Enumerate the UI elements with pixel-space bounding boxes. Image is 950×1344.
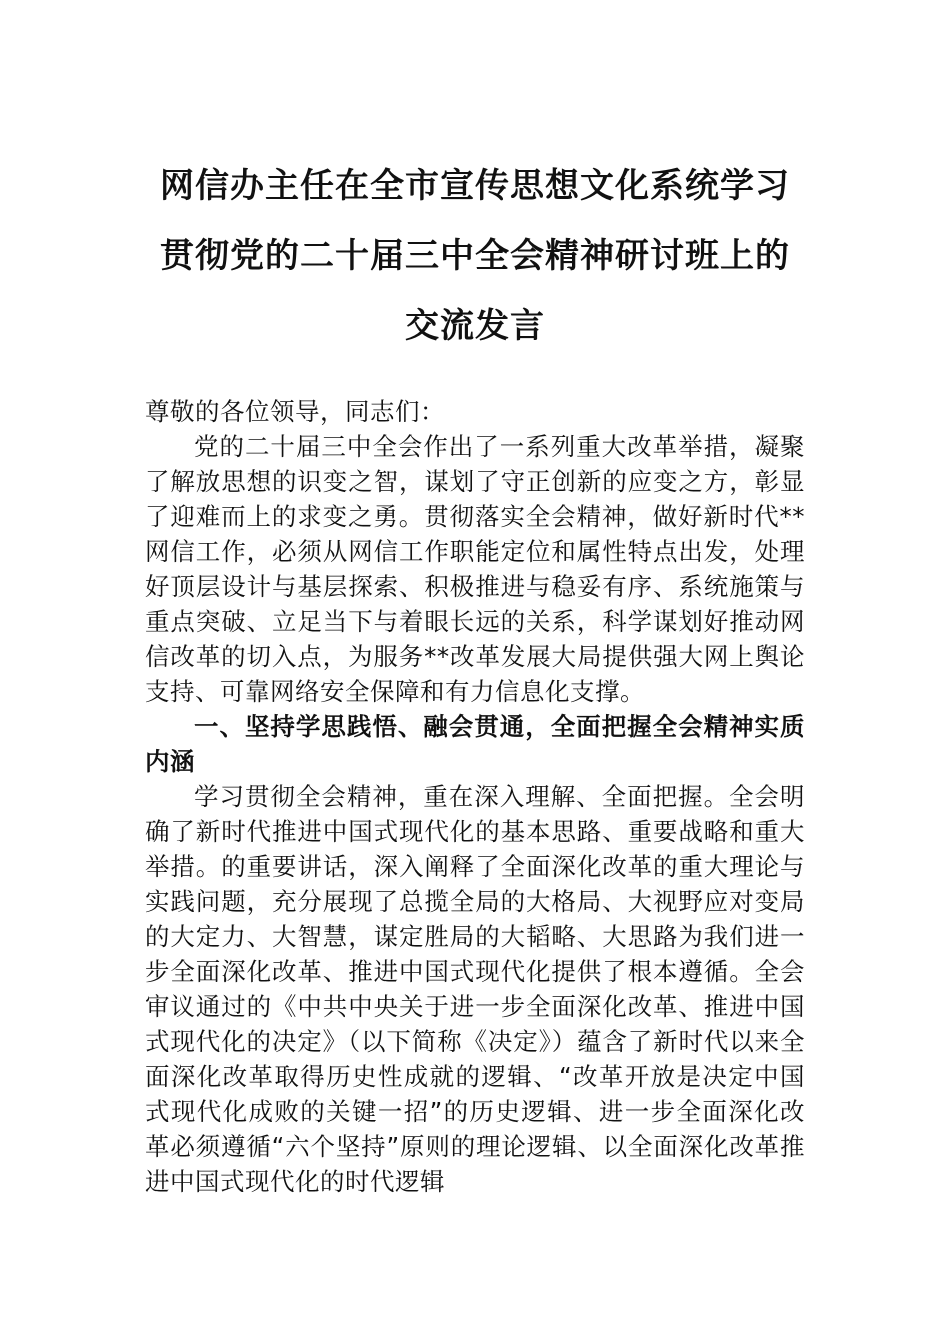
document-body	[145, 394, 805, 1199]
title-line-2: 贯彻党的二十届三中全会精神研讨班上的	[160, 236, 790, 276]
section-heading-1: 一、坚持学思践悟、融会贯通，全面把握全会精神实质内涵	[145, 712, 805, 776]
paragraph-section-1: 学习贯彻全会精神，重在深入理解、全面把握。全会明确了新时代推进中国式现代化的基本思路、重要战略和重大举措。的重要讲话，深入阐释了全面深化改革的重大理论与实践问题，充分展现了总揽全局的大格局、大视野应对变局的大定力、大智慧，谋定胜局的大韬略、大思路为我们进一步全面深化改革、推进中国式现代化提供了根本遵循。全会审议通过的《中共中央关于进一步全面深化改革、推进中国式现代化的决定》（以下简称《决定》）蕴含了新时代以来全面深化改革取得历史性成就的逻辑、“改革开放是决定中国式现代化成败的关键一招”的历史逻辑、进一步全面深化改革必须遵循“六个坚持”原则的理论逻辑、以全面深化改革推进中国式现代化的时代逻辑	[145, 782, 805, 1196]
document-title	[120, 151, 830, 361]
title-line-3: 交流发言	[405, 306, 545, 346]
title-line-1: 网信办主任在全市宣传思想文化系统学习	[160, 166, 790, 206]
salutation: 尊敬的各位领导，同志们：	[145, 397, 445, 426]
paragraph-intro: 党的二十届三中全会作出了一系列重大改革举措，凝聚了解放思想的识变之智，谋划了守正创新的应变之方，彰显了迎难而上的求变之勇。贯彻落实全会精神，做好新时代**网信工作，必须从网信工作职能定位和属性特点出发，处理好顶层设计与基层探索、积极推进与稳妥有序、系统施策与重点突破、立足当下与着眼长远的关系，科学谋划好推动网信改革的切入点，为服务**改革发展大局提供强大网上舆论支持、可靠网络安全保障和有力信息化支撑。	[145, 432, 805, 706]
